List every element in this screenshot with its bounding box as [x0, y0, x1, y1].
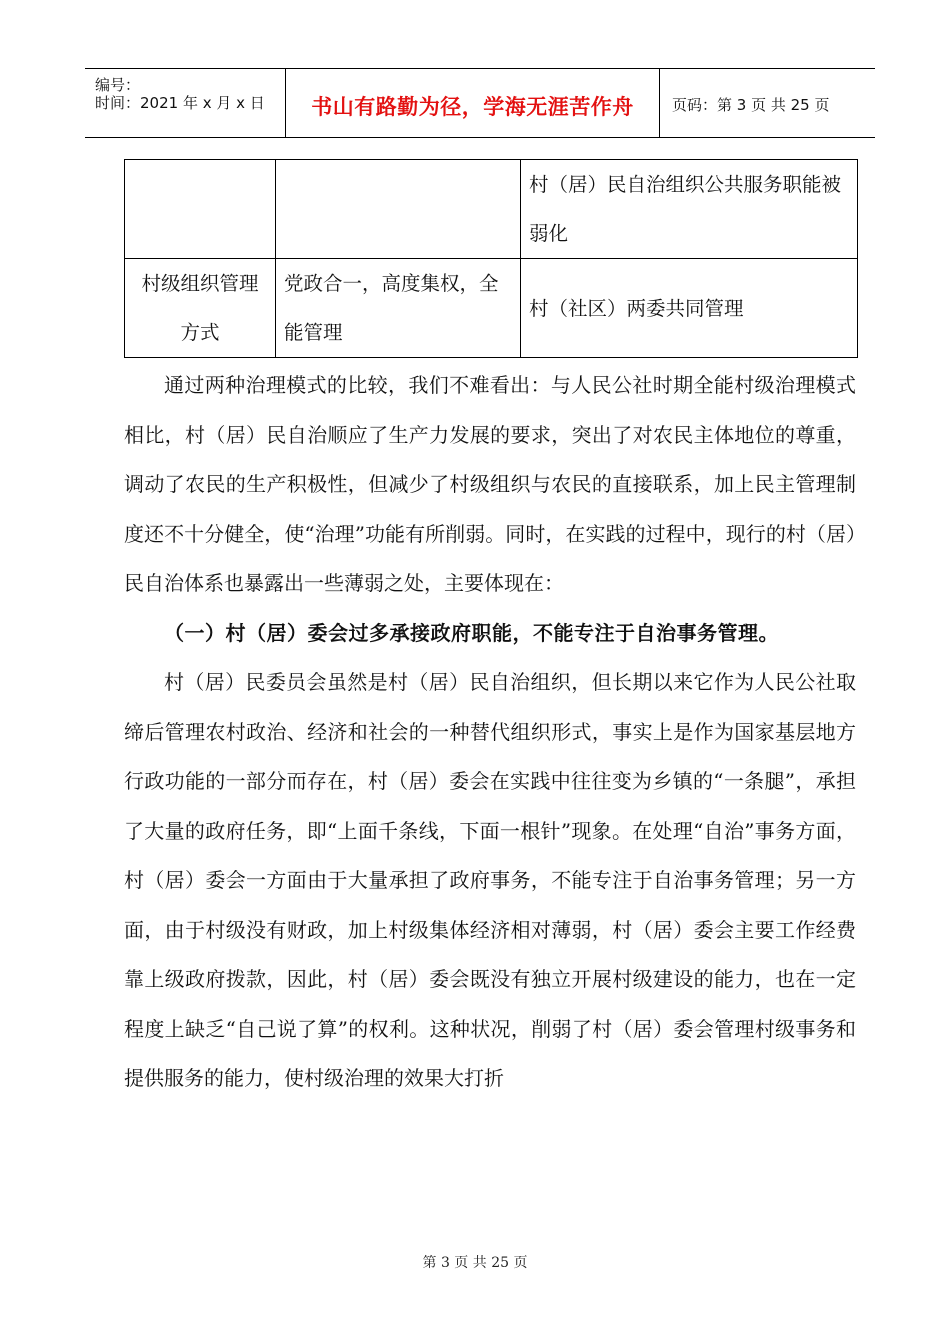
header-page-info: 页码：第 3 页 共 25 页	[672, 96, 830, 114]
table-row	[125, 259, 858, 358]
header-motto: 书山有路勤为径，学海无涯苦作舟	[311, 95, 634, 119]
table-cell: 村（社区）两委共同管理	[521, 259, 858, 358]
body-paragraph: 通过两种治理模式的比较，我们不难看出：与人民公社时期全能村级治理模式相比，村（居）民自治顺应了生产力发展的要求，突出了对农民主体地位的尊重，调动了农民的生产积极性，但减少了村级组织与农民的直接联系，加上民主管理制度还不十分健全，使“治理”功能有所削弱。同时，在实践的过程中，现行的村（居）民自治体系也暴露出一些薄弱之处，主要体现在：	[124, 373, 856, 595]
header-page-cell	[660, 69, 875, 137]
table-cell: 村（居）民自治组织公共服务职能被弱化	[521, 160, 858, 259]
comparison-table	[124, 159, 858, 358]
table-cell	[276, 160, 521, 259]
document-number-label: 编号：	[95, 76, 141, 94]
table-cell	[125, 160, 276, 259]
page-header	[85, 68, 875, 138]
header-motto-cell	[285, 69, 660, 137]
section-heading: （一）村（居）委会过多承接政府职能，不能专注于自治事务管理。	[164, 620, 779, 645]
page-footer: 第 3 页 共 25 页	[422, 1255, 528, 1271]
document-date: 时间：2021 年 x 月 x 日	[95, 94, 265, 112]
table-cell: 村级组织管理方式	[125, 259, 276, 358]
header-meta-cell	[85, 69, 285, 137]
table-cell: 党政合一，高度集权，全能管理	[276, 259, 521, 358]
table-row	[125, 160, 858, 259]
body-content	[124, 361, 856, 1104]
body-paragraph: 村（居）民委员会虽然是村（居）民自治组织，但长期以来它作为人民公社取缔后管理农村政治、经济和社会的一种替代组织形式，事实上是作为国家基层地方行政功能的一部分而存在，村（居）委会在实践中往往变为乡镇的“一条腿”，承担了大量的政府任务，即“上面千条线，下面一根针”现象。在处理“自治”事务方面，村（居）委会一方面由于大量承担了政府事务，不能专注于自治事务管理；另一方面，由于村级没有财政，加上村级集体经济相对薄弱，村（居）委会主要工作经费靠上级政府拨款，因此，村（居）委会既没有独立开展村级建设的能力，也在一定程度上缺乏“自己说了算”的权利。这种状况，削弱了村（居）委会管理村级事务和提供服务的能力，使村级治理的效果大打折	[124, 670, 856, 1090]
